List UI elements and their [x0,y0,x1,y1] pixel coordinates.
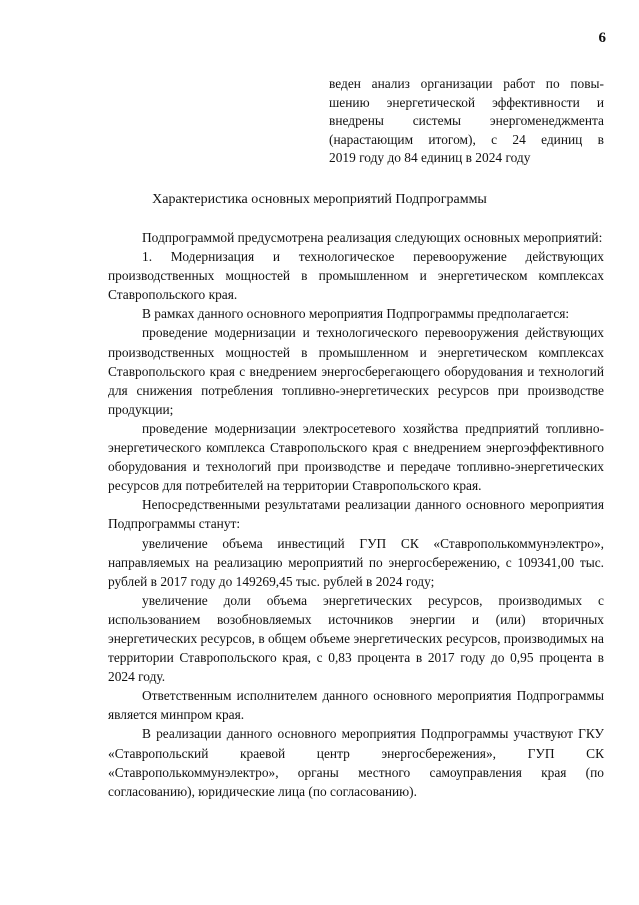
page-number: 6 [598,30,606,46]
paragraph: Непосредственными результатами реализации данного основного мероприятия Подпрограммы станут: [108,497,604,532]
paragraph: увеличение доли объема энергетических ресурсов, производимых с использованием возобновляемых источников энергии и (или) вторичных энергетических ресурсов, в общем объеме энергетических ресурсов, производимых на территории Ставропольского края, с 0,83 процента в 2017 году до 0,95 процента в 2024 году. [108,592,604,685]
continuation-line: 2019 году до 84 единиц в 2024 году [329,150,531,166]
paragraph: 1. Модернизация и технологическое перевооружение действующих производственных мощностей в промышленном и энергетическом комплексах Ставропольского края. [108,249,604,303]
paragraph: проведение модернизации электросетевого хозяйства предприятий топливно-энергетического комплекса Ставропольского края с внедрением энергоэффективного оборудования и технологий при производстве и передаче топливно-энергетических ресурсов для потребителей на территории Ставропольского края. [108,420,604,494]
paragraph: В рамках данного основного мероприятия Подпрограммы предполагается: [142,306,570,322]
paragraph: проведение модернизации и технологического перевооружения действующих производственных мощностей в промышленном и энергетическом комплексах Ставропольского края с внедрением энергосберегающего оборудования и технологий для снижения потребления топливно-энергетических ресурсов при производстве продукции; [108,325,604,417]
continuation-line: шению энергетической эффективности и [329,94,604,110]
section-heading: Характеристика основных мероприятий Подпрограммы [152,192,487,207]
paragraph: В реализации данного основного мероприятия Подпрограммы участвуют ГКУ «Ставропольский краевой центр энергосбережения», ГУП СК «Ставрополькоммунэлектро», органы местного самоуправления края (по согласованию), юридические лица (по согласованию). [108,726,604,799]
table-cell-continuation [329,75,604,168]
continuation-line: внедрены системы энергоменеджмента [329,113,604,129]
body-text [108,228,604,801]
paragraph: увеличение объема инвестиций ГУП СК «Ставрополькоммунэлектро», направляемых на реализацию мероприятий по энергосбережению, с 109341,00 тыс. рублей в 2017 году до 149269,45 тыс. рублей в 2024 году; [108,535,604,589]
continuation-line: (нарастающим итогом), с 24 единиц в [329,131,604,147]
paragraph: Подпрограммой предусмотрена реализация следующих основных мероприятий: [142,230,603,245]
paragraph: Ответственным исполнителем данного основного мероприятия Подпрограммы является минпром края. [108,688,604,723]
continuation-line: веден анализ организации работ по повы- [329,76,604,91]
